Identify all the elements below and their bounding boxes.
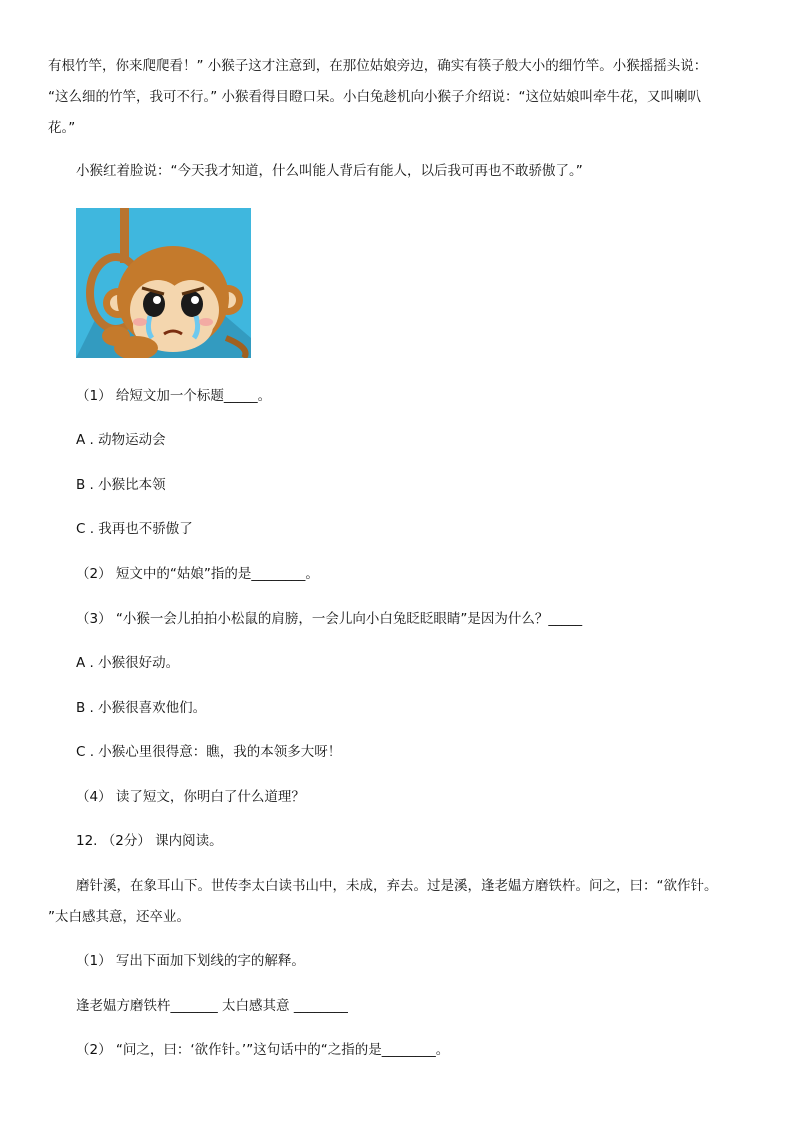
question-11-3-option-a: A . 小猴很好动。 — [76, 655, 180, 671]
question-11-3: （3） “小猴一会儿拍拍小松鼠的肩膀，一会儿向小白兔眨眨眼睛”是因为什么？_____ — [76, 611, 583, 627]
passage-line-4: 小猴红着脸说：“今天我才知道，什么叫能人背后有能人，以后我可再也不敢骄傲了。” — [76, 163, 583, 179]
question-12-header: 12. （2分） 课内阅读。 — [76, 833, 223, 849]
question-12-2: （2） “问之，曰：‘欲作针。’”这句话中的“之指的是________。 — [76, 1042, 450, 1058]
question-12-passage-line-2: ”太白感其意，还卒业。 — [48, 909, 190, 925]
question-11-3-option-b: B . 小猴很喜欢他们。 — [76, 700, 207, 716]
question-12-passage-line-1: 磨针溪，在象耳山下。世传李太白读书山中，未成，弃去。过是溪，逢老媪方磨铁杵。问之，曰：“欲作针。 — [76, 878, 718, 894]
question-11-1-option-a: A . 动物运动会 — [76, 432, 166, 448]
crying-monkey-illustration — [76, 208, 251, 358]
passage-line-3: 花。” — [48, 120, 76, 136]
question-11-1-option-b: B . 小猴比本领 — [76, 477, 166, 493]
question-12-1-items: 逢老媪方磨铁杵_______ 太白感其意 ________ — [76, 998, 348, 1014]
passage-line-2: “这么细的竹竿，我可不行。” 小猴看得目瞪口呆。小白兔趁机向小猴子介绍说：“这位姑娘叫牵牛花，又叫喇叭 — [48, 89, 702, 105]
passage-line-1: 有根竹竿，你来爬爬看！” 小猴子这才注意到，在那位姑娘旁边，确实有筷子般大小的细竹竿。小猴摇摇头说： — [48, 58, 708, 74]
question-11-1-option-c: C . 我再也不骄傲了 — [76, 521, 193, 537]
crying-monkey-icon — [76, 208, 251, 358]
question-11-4: （4） 读了短文，你明白了什么道理？ — [76, 789, 305, 805]
question-11-1: （1） 给短文加一个标题_____。 — [76, 388, 272, 404]
question-11-2: （2） 短文中的“姑娘”指的是________。 — [76, 566, 319, 582]
question-12-1: （1） 写出下面加下划线的字的解释。 — [76, 953, 305, 969]
question-11-3-option-c: C . 小猴心里很得意：瞧，我的本领多大呀！ — [76, 744, 342, 760]
